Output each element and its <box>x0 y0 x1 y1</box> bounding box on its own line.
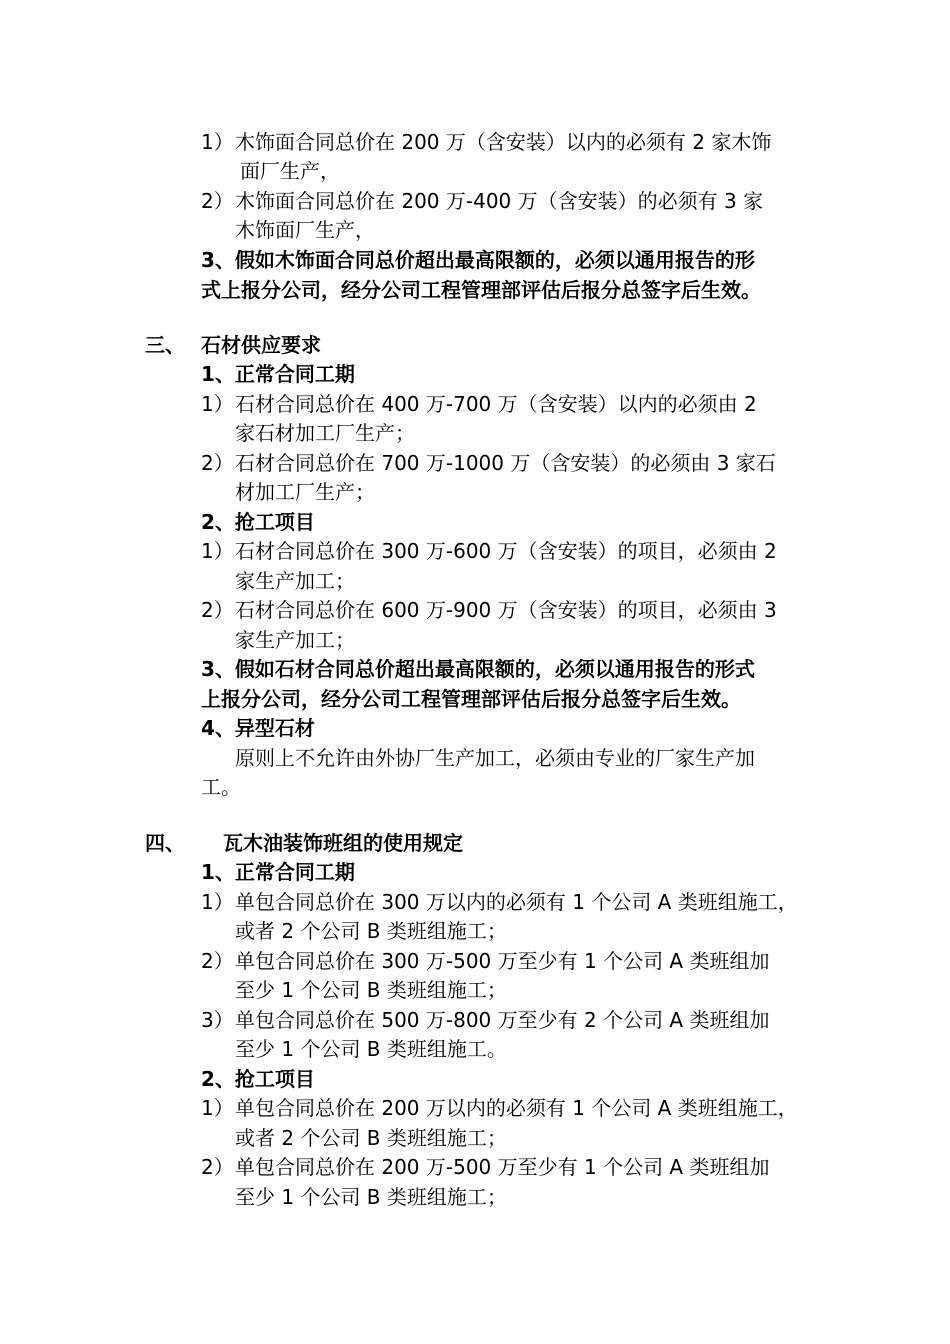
item-text-continued: 家生产加工； <box>235 569 355 593</box>
item-text: 单包合同总价在 200 万以内的必须有 1 个公司 A 类班组施工， <box>235 1096 798 1120</box>
item-text: 石材合同总价在 300 万-600 万（含安装）的项目，必须由 2 <box>235 539 777 563</box>
item-text: 单包合同总价在 500 万-800 万至少有 2 个公司 A 类班组加 <box>235 1008 770 1032</box>
item-text-continued: 或者 2 个公司 B 类班组施工； <box>235 1126 507 1150</box>
item-text: 单包合同总价在 300 万-500 万至少有 1 个公司 A 类班组加 <box>235 949 770 973</box>
item-text-continued: 材加工厂生产； <box>235 480 375 504</box>
section-number: 四、 <box>145 831 185 855</box>
item-text: 石材合同总价在 600 万-900 万（含安装）的项目，必须由 3 <box>235 598 777 622</box>
item-text-continued: 或者 2 个公司 B 类班组施工； <box>235 919 507 943</box>
item-number: 1） <box>201 130 234 154</box>
section-title: 瓦木油装饰班组的使用规定 <box>223 831 463 855</box>
item-text: 单包合同总价在 300 万以内的必须有 1 个公司 A 类班组施工， <box>235 890 798 914</box>
item-text-continued: 至少 1 个公司 B 类班组施工； <box>235 1185 507 1209</box>
item-number: 2） <box>201 598 234 622</box>
item-text-continued: 家生产加工； <box>235 628 355 652</box>
item-text-continued: 家石材加工厂生产； <box>235 421 415 445</box>
subsection-title: 1、正常合同工期 <box>201 362 355 386</box>
item-number: 2） <box>201 949 234 973</box>
item-text-continued: 木饰面厂生产， <box>235 218 375 242</box>
bold-paragraph-continued: 上报分公司，经分公司工程管理部评估后报分总签字后生效。 <box>201 687 741 711</box>
item-text: 单包合同总价在 200 万-500 万至少有 1 个公司 A 类班组加 <box>235 1155 770 1179</box>
item-number: 1） <box>201 890 234 914</box>
bold-paragraph: 3、假如石材合同总价超出最高限额的，必须以通用报告的形式 <box>201 657 755 681</box>
item-number: 3） <box>201 1008 234 1032</box>
item-text-continued: 至少 1 个公司 B 类班组施工； <box>235 978 507 1002</box>
item-number: 2） <box>201 1155 234 1179</box>
item-number: 1） <box>201 539 234 563</box>
item-number: 2） <box>201 451 234 475</box>
subsection-title: 2、抢工项目 <box>201 510 315 534</box>
item-text: 石材合同总价在 400 万-700 万（含安装）以内的必须由 2 <box>235 392 757 416</box>
item-number: 1） <box>201 1096 234 1120</box>
bold-paragraph-continued: 式上报分公司，经分公司工程管理部评估后报分总签字后生效。 <box>201 278 761 302</box>
paragraph-text-continued: 工。 <box>201 775 241 799</box>
subsection-title: 4、异型石材 <box>201 716 315 740</box>
item-number: 2） <box>201 189 234 213</box>
item-text: 木饰面合同总价在 200 万（含安装）以内的必须有 2 家木饰 <box>235 130 772 154</box>
item-text-continued: 至少 1 个公司 B 类班组施工。 <box>235 1037 507 1061</box>
bold-paragraph: 3、假如木饰面合同总价超出最高限额的，必须以通用报告的形 <box>201 248 755 272</box>
section-number: 三、 <box>145 333 185 357</box>
subsection-title: 1、正常合同工期 <box>201 860 355 884</box>
subsection-title: 2、抢工项目 <box>201 1067 315 1091</box>
item-text: 木饰面合同总价在 200 万-400 万（含安装）的必须有 3 家 <box>235 189 764 213</box>
item-text-continued: 面厂生产， <box>240 159 340 183</box>
paragraph-text: 原则上不允许由外协厂生产加工，必须由专业的厂家生产加 <box>235 746 755 770</box>
item-text: 石材合同总价在 700 万-1000 万（含安装）的必须由 3 家石 <box>235 451 776 475</box>
item-number: 1） <box>201 392 234 416</box>
section-title: 石材供应要求 <box>201 333 321 357</box>
